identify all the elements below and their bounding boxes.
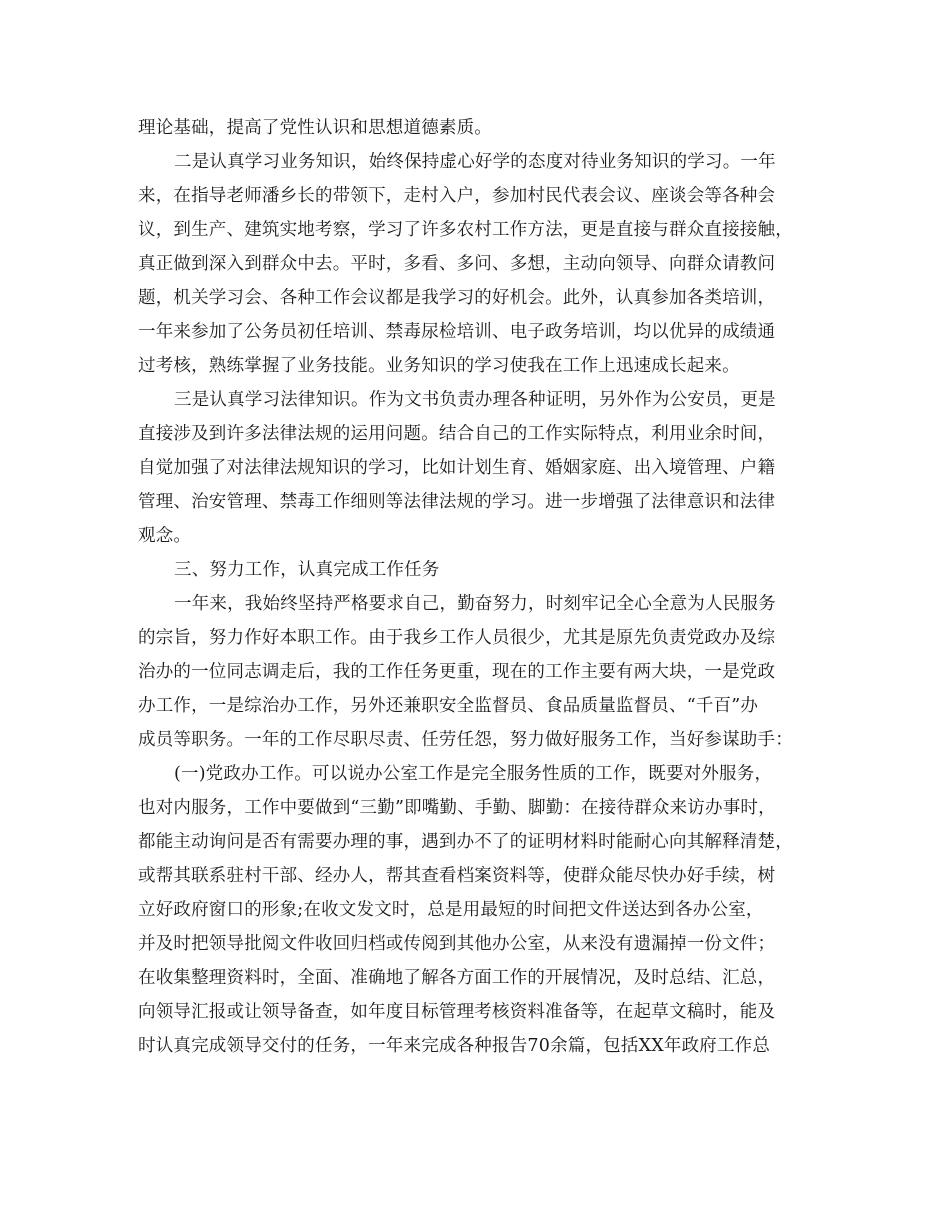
text-line: 一年来参加了公务员初任培训、禁毒尿检培训、电子政务培训，均以优异的成绩通	[138, 322, 776, 342]
text-line: 二是认真学习业务知识，始终保持虚心好学的态度对待业务知识的学习。一年	[174, 152, 776, 172]
text-line: 议，到生产、建筑实地考察，学习了许多农村工作方法，更是直接与群众直接接触，	[138, 220, 793, 240]
text-line: 真正做到深入到群众中去。平时，多看、多问、多想，主动向领导、向群众请教问	[138, 254, 776, 274]
text-line: 立好政府窗口的形象;在收文发文时，总是用最短的时间把文件送达到各办公室，	[138, 900, 764, 920]
text-line: 三是认真学习法律知识。作为文书负责办理各种证明，另外作为公安员，更是	[174, 390, 776, 410]
text-line: 管理、治安管理、禁毒工作细则等法律法规的学习。进一步增强了法律意识和法律	[138, 492, 776, 512]
text-line: 观念。	[138, 526, 192, 546]
text-line: (一)党政办工作。可以说办公室工作是完全服务性质的工作，既要对外服务，	[174, 764, 773, 784]
text-line: 自觉加强了对法律法规知识的学习，比如计划生育、婚姻家庭、出入境管理、户籍	[138, 458, 776, 478]
text-line: 过考核，熟练掌握了业务技能。业务知识的学习使我在工作上迅速成长起来。	[138, 356, 740, 376]
text-line: 办工作，一是综治办工作，另外还兼职安全监督员、食品质量监督员、“千百”办	[138, 696, 759, 716]
text-line: 题，机关学习会、各种工作会议都是我学习的好机会。此外，认真参加各类培训，	[138, 288, 776, 308]
text-line: 或帮其联系驻村干部、经办人，帮其查看档案资料等，使群众能尽快办好手续，树	[138, 866, 776, 886]
text-line: 直接涉及到许多法律法规的运用问题。结合自己的工作实际特点，利用业余时间，	[138, 424, 776, 444]
text-line: 治办的一位同志调走后，我的工作任务更重，现在的工作主要有两大块，一是党政	[138, 662, 776, 682]
text-line: 时认真完成领导交付的任务，一年来完成各种报告70余篇，包括XX年政府工作总	[138, 1036, 771, 1056]
text-line: 理论基础，提高了党性认识和思想道德素质。	[138, 118, 492, 138]
text-line: 成员等职务。一年的工作尽职尽责、任劳任怨，努力做好服务工作，当好参谋助手：	[138, 730, 793, 750]
section-heading: 三、努力工作，认真完成工作任务	[174, 560, 440, 580]
text-line: 来，在指导老师潘乡长的带领下，走村入户，参加村民代表会议、座谈会等各种会	[138, 186, 776, 206]
text-line: 的宗旨，努力作好本职工作。由于我乡工作人员很少，尤其是原先负责党政办及综	[138, 628, 776, 648]
text-line: 并及时把领导批阅文件收回归档或传阅到其他办公室，从来没有遗漏掉一份文件；	[138, 934, 776, 954]
text-line: 都能主动询问是否有需要办理的事，遇到办不了的证明材料时能耐心向其解释清楚，	[138, 832, 793, 852]
text-line: 也对内服务，工作中要做到“三勤”即嘴勤、手勤、脚勤：在接待群众来访办事时，	[138, 798, 776, 818]
text-line: 向领导汇报或让领导备查，如年度目标管理考核资料准备等，在起草文稿时，能及	[138, 1002, 776, 1022]
text-line: 在收集整理资料时，全面、准确地了解各方面工作的开展情况，及时总结、汇总，	[138, 968, 776, 988]
text-line: 一年来，我始终坚持严格要求自己，勤奋努力，时刻牢记全心全意为人民服务	[174, 594, 776, 614]
